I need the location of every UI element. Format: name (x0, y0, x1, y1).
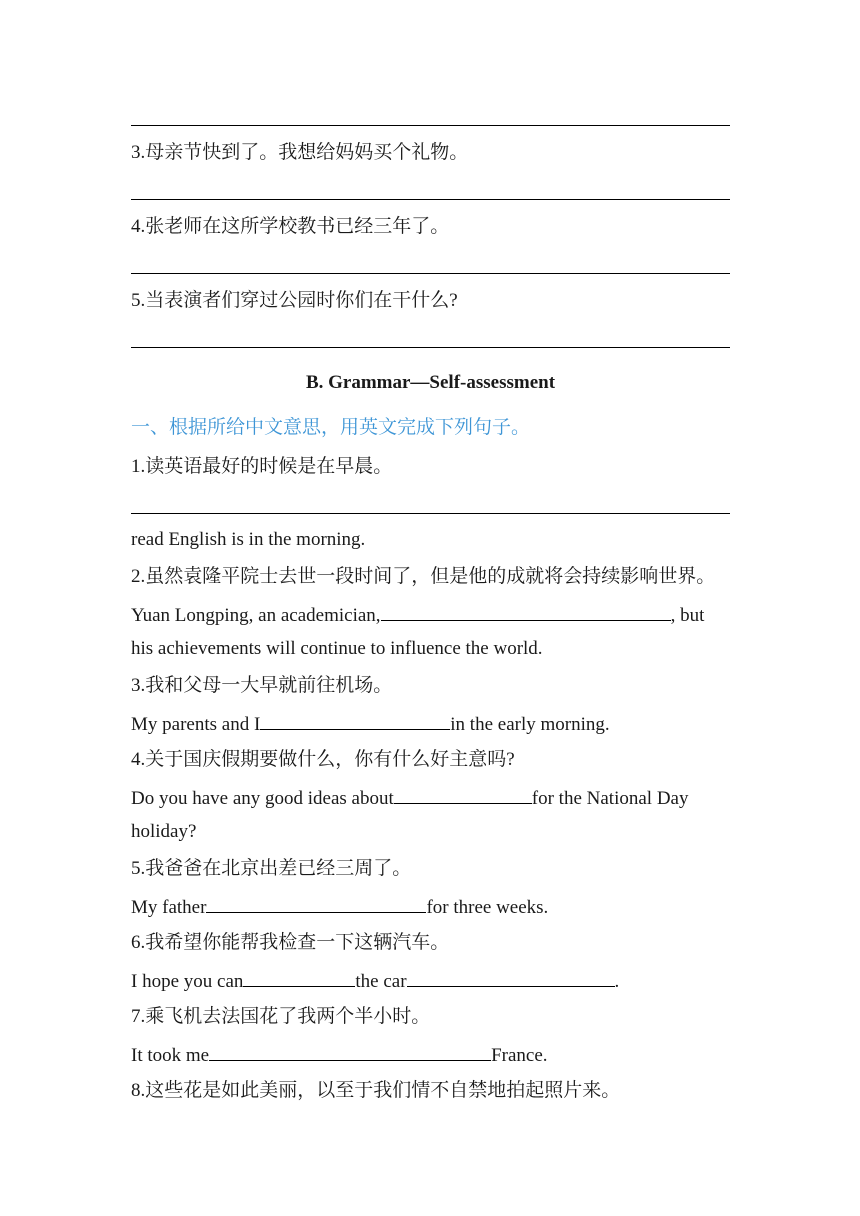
question-cn: 7.乘飞机去法国花了我两个半小时。 (131, 1006, 431, 1027)
answer-blank[interactable] (209, 1042, 491, 1061)
question-en: read English is in the morning. (131, 529, 366, 550)
answer-blank[interactable] (260, 711, 338, 730)
answer-blank[interactable] (243, 968, 355, 987)
question-en (131, 602, 704, 628)
answer-line (131, 347, 730, 348)
question-en-part: . (614, 971, 620, 992)
question-en-part: I hope you can (131, 971, 244, 992)
answer-line (131, 199, 730, 200)
answer-line (131, 273, 730, 274)
answer-blank[interactable] (394, 785, 424, 804)
answer-line (131, 125, 730, 126)
prompt-text: 5.当表演者们穿过公园时你们在干什么? (131, 290, 458, 311)
question-en-part: the car (355, 971, 407, 992)
question-cn: 6.我希望你能帮我检查一下这辆汽车。 (131, 932, 450, 953)
section-title: B. Grammar—Self-assessment (305, 372, 556, 393)
question-en-part: My parents and I (131, 714, 261, 735)
question-en: holiday? (131, 821, 197, 842)
answer-blank[interactable] (206, 894, 426, 913)
question-cn: 1.读英语最好的时候是在早晨。 (131, 456, 393, 477)
question-cn: 8.这些花是如此美丽，以至于我们情不自禁地拍起照片来。 (131, 1080, 621, 1101)
question-en (131, 785, 688, 811)
question-en-part: Yuan Longping, an academician, (131, 605, 381, 626)
question-en-part: It took me (131, 1045, 210, 1066)
question-en-part: Do you have any good ideas about (131, 788, 394, 809)
prompt-text: 4.张老师在这所学校教书已经三年了。 (131, 216, 450, 237)
question-cn: 3.我和父母一大早就前往机场。 (131, 675, 393, 696)
question-cn: 5.我爸爸在北京出差已经三周了。 (131, 858, 412, 879)
prompt-text: 3.母亲节快到了。我想给妈妈买个礼物。 (131, 142, 469, 163)
question-en-part: for three weeks. (426, 897, 549, 918)
question-en (131, 1042, 548, 1068)
question-cn: 2.虽然袁隆平院士去世一段时间了，但是他的成就将会持续影响世界。 (131, 566, 716, 587)
question-en (131, 968, 619, 994)
answer-blank[interactable] (381, 602, 671, 621)
question-en (131, 894, 548, 920)
question-en (131, 711, 610, 737)
answer-blank[interactable] (407, 968, 615, 987)
question-cn: 4.关于国庆假期要做什么，你有什么好主意吗? (131, 749, 515, 770)
answer-line[interactable] (131, 513, 730, 514)
question-en-part: , but (670, 605, 705, 626)
question-en-part: My father (131, 897, 207, 918)
question-en-part: France. (491, 1045, 548, 1066)
question-en-part: for the National Day (531, 788, 689, 809)
question-en-part: in the early morning. (450, 714, 610, 735)
answer-blank[interactable] (338, 711, 450, 730)
question-en: his achievements will continue to influence the world. (131, 638, 543, 659)
instruction: 一、根据所给中文意思，用英文完成下列句子。 (131, 417, 531, 438)
answer-blank[interactable] (424, 785, 532, 804)
